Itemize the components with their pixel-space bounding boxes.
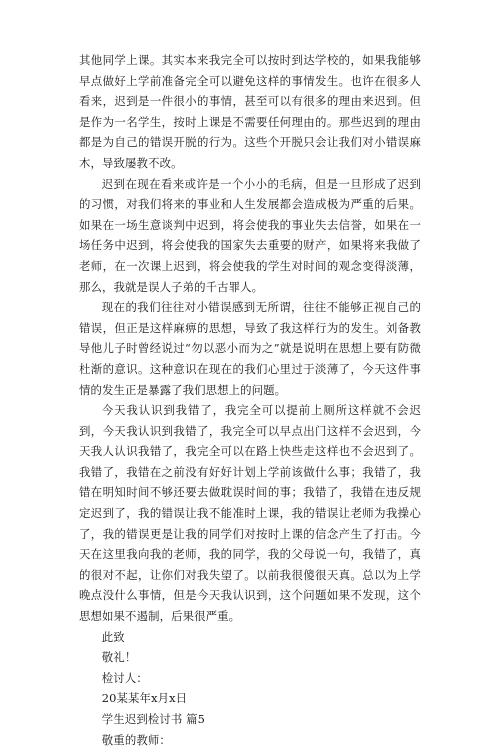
- document-body: [79, 50, 421, 750]
- closing-regards: 敬礼！: [101, 650, 137, 665]
- paragraph-1: 其他同学上课。其实本来我完全可以按时到达学校的，如果我能够早点做好上学前准备完全可以避免这样的事情发生。也许在很多人看来，迟到是一件很小的事情，甚至可以有很多的理由来迟到。但是作为一名学生，按时上课是不需要任何理由的。那些迟到的理由都是为自己的错误开脱的行为。这些个开脱只会让我们对小错误麻木，导致屡教不改。: [79, 53, 421, 170]
- section-heading: 学生迟到检讨书 篇5: [101, 712, 205, 726]
- letter-closing: [79, 627, 421, 750]
- paragraph-3: 现在的我们往往对小错误感到无所谓，往往不能够正视自己的错误，但正是这样麻痹的思想，导致了我这样行为的发生。刘备教导他儿子时曾经说过“勿以恶小而为之”就是说明在思想上要有防微杜渐的意识。这种意识在现在的我们心里过于淡薄了，今天这件事情的发生正是暴露了我们思想上的问题。: [79, 300, 421, 397]
- paragraph-2: 迟到在现在看来或许是一个小小的毛病，但是一旦形成了迟到的习惯，对我们将来的事业和人生发展都会造成极为严重的后果。如果在一场生意谈判中迟到，将会使我的事业失去信誉，如果在一场任务中迟到，将会使我的国家失去重要的财产，如果将来我做了老师，在一次课上迟到，将会使我的学生对时间的观念变得淡薄，那么，我就是误人子弟的千古罪人。: [79, 176, 421, 294]
- signature-label: 检讨人：: [101, 670, 148, 685]
- signature-date: 20某某年x月x日: [101, 691, 188, 706]
- paragraph-4: 今天我认识到我错了，我完全可以提前上厕所这样就不会迟到，今天我认识到我错了，我完全可以早点出门这样不会迟到，今天我人认识我错了，我完全可以在路上快些走这样也不会迟到了。我错了，我错在之前没有好好计划上学前该做什么事；我错了，我错在明知时间不够还要去做耽误时间的事；我错了，我错在违反规定迟到了，我的错误让我不能准时上课，我的错误让老师为我操心了，我的错误更是让我的同学们对按时上课的信念产生了打击。今天在这里我向我的老师，我的同学，我的父母说一句，我错了，真的很对不起，让你们对我失望了。以前我很傻很天真。总以为上学晚点没什么事情，但是今天我认识到，这个问题如果不发现，这个思想如果不遏制，后果很严重。: [79, 403, 421, 624]
- closing-salutation: 此致: [101, 629, 125, 644]
- greeting-line: 敬重的教师：: [101, 732, 171, 747]
